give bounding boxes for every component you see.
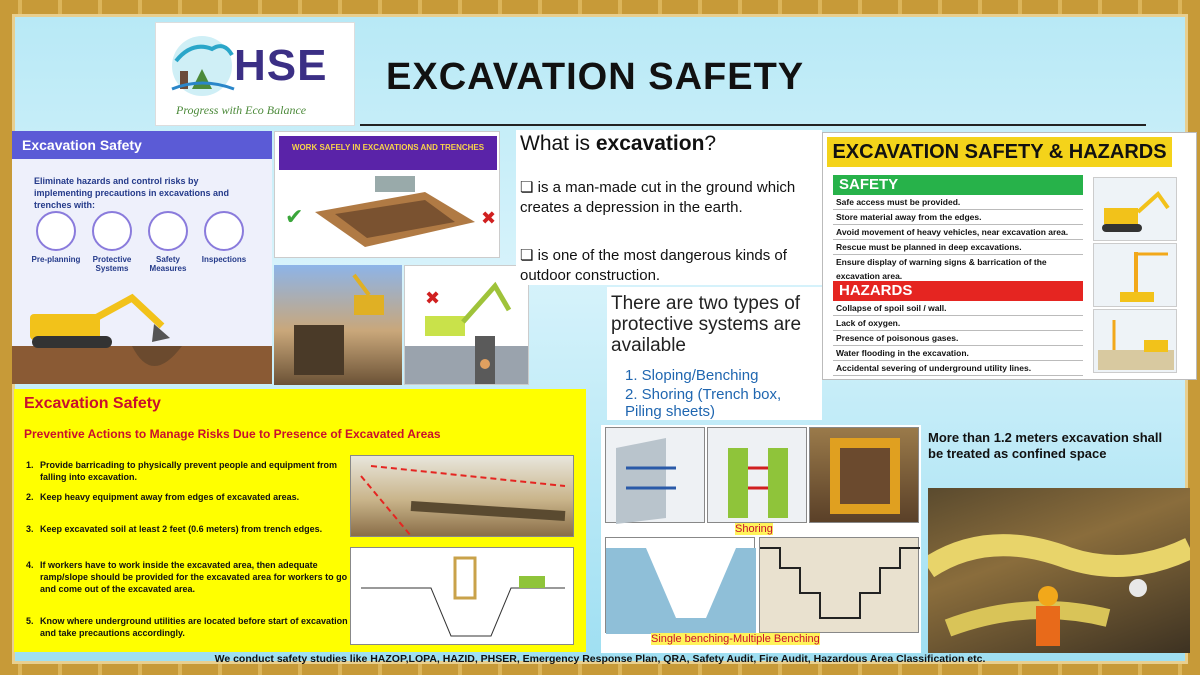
site-photo-graphic <box>274 265 402 385</box>
protective-item: 2. Shoring (Trench box, Piling sheets) <box>625 386 782 420</box>
safety-item: Avoid movement of heavy vehicles, near excavation area. <box>833 225 1083 240</box>
logo-tagline: Progress with Eco Balance <box>176 103 307 117</box>
svg-text:✖: ✖ <box>481 208 497 229</box>
svg-text:✔: ✔ <box>285 205 304 230</box>
item-number: 1. <box>26 460 34 470</box>
excavation-site-photo <box>274 265 402 385</box>
pre-planning-icon <box>36 211 76 251</box>
item-number: 5. <box>26 616 34 626</box>
panel-description: Eliminate hazards and control risks by implementing precautions in excavations and trenches with: <box>34 176 230 210</box>
unsafe-digging-illustration <box>404 265 529 385</box>
item-number: 4. <box>26 560 34 570</box>
hse-logo <box>155 22 355 126</box>
trench-diagram <box>351 548 575 646</box>
inspections-icon <box>204 211 244 251</box>
svg-text:✖: ✖ <box>425 288 441 309</box>
shoring-caption: Shoring <box>735 523 773 535</box>
construction-site-icon <box>1094 310 1178 374</box>
site-thumbnail <box>1093 309 1177 373</box>
item-text: Keep excavated soil at least 2 feet (0.6 meters) from trench edges. <box>40 524 323 534</box>
safety-item: Safe access must be provided. <box>833 195 1083 210</box>
digging-graphic <box>405 266 529 385</box>
safety-list <box>833 195 1083 284</box>
page-title: EXCAVATION SAFETY <box>386 56 805 98</box>
item-number: 3. <box>26 524 34 534</box>
trench-box-photo <box>809 427 919 523</box>
benching-caption: Single benching-Multiple Benching <box>651 633 820 645</box>
safety-item: Store material away from the edges. <box>833 210 1083 225</box>
hazards-list <box>833 301 1083 376</box>
excavator-illustration <box>12 286 272 384</box>
barricade-graphic <box>351 456 575 538</box>
trench-illustration <box>275 172 500 258</box>
footer-services: We conduct safety studies like HAZOP,LOPA, HAZID, PHSER, Emergency Response Plan, QRA, Safety Audit, Fire Audit, Hazardous Area Classification etc. <box>214 653 986 665</box>
safety-measures-icon <box>148 211 188 251</box>
trench-box-graphic <box>810 428 920 524</box>
confined-space-photo <box>928 488 1190 653</box>
logo-brand: HSE <box>234 41 328 90</box>
question-suffix: ? <box>704 132 717 155</box>
strut-graphic <box>606 428 706 524</box>
trench-shield-diagram <box>707 427 807 523</box>
logo-graphic-icon <box>162 31 242 101</box>
work-safely-heading: WORK SAFELY IN EXCAVATIONS AND TRENCHES <box>279 136 497 170</box>
item-label: Protective Systems <box>92 255 132 273</box>
preventive-heading: Excavation Safety <box>24 395 161 412</box>
spoil-distance-diagram <box>350 547 574 645</box>
protective-statement: There are two types of protective systems are available <box>611 293 802 356</box>
excavator-thumbnail <box>1093 177 1177 241</box>
hazards-label: HAZARDS <box>833 281 1083 301</box>
safety-item: Rescue must be planned in deep excavations. <box>833 240 1083 255</box>
hazard-item: Presence of poisonous gases. <box>833 331 1083 346</box>
excavator-icon <box>1094 178 1178 242</box>
question <box>520 132 716 156</box>
protective-systems-text <box>607 287 822 420</box>
preventive-subheading: Preventive Actions to Manage Risks Due to Presence of Excavated Areas <box>24 427 441 441</box>
hazard-item: Accidental severing of underground utility lines. <box>833 361 1083 376</box>
item-number: 2. <box>26 492 34 502</box>
crane-icon <box>1094 244 1178 308</box>
safety-label: SAFETY <box>833 175 1083 195</box>
panel-heading: Excavation Safety <box>12 131 272 159</box>
item-text: If workers have to work inside the excavated area, then adequate ramp/slope should be provided for the excavated area for workers to go and come out of the excavated area. <box>40 560 348 594</box>
work-safely-panel <box>274 131 500 258</box>
hazard-item: Collapse of spoil soil / wall. <box>833 301 1083 316</box>
protective-systems-icon <box>92 211 132 251</box>
confined-space-note: More than 1.2 meters excavation shall be treated as confined space <box>928 430 1163 461</box>
safety-item: Ensure display of warning signs & barrication of the excavation area. <box>833 255 1083 284</box>
barricade-photo <box>350 455 574 537</box>
excavation-info-panel <box>12 131 272 384</box>
item-text: Provide barricading to physically prevent people and equipment from falling into excavation. <box>40 460 338 482</box>
item-label: Safety Measures <box>149 255 187 273</box>
item-text: Keep heavy equipment away from edges of excavated areas. <box>40 492 300 502</box>
definition-bullet: ❏ is a man-made cut in the ground which creates a depression in the earth. <box>520 179 796 216</box>
item-label: Pre-planning <box>31 255 81 264</box>
preventive-actions-panel <box>14 389 586 652</box>
definition-bullet: ❏ is one of the most dangerous kinds of outdoor construction. <box>520 247 787 284</box>
hazard-item: Water flooding in the excavation. <box>833 346 1083 361</box>
what-is-excavation <box>516 130 822 285</box>
safety-hazards-panel <box>822 132 1197 380</box>
worker-in-trench-graphic <box>928 488 1190 653</box>
multiple-benching-diagram <box>759 537 919 633</box>
single-benching-diagram <box>605 537 755 633</box>
item-label: Inspections <box>201 255 247 264</box>
benching-graphic <box>760 538 920 634</box>
title-divider <box>360 124 1146 126</box>
question-prefix: What is <box>520 132 596 155</box>
question-keyword: excavation <box>595 132 705 155</box>
item-text: Know where underground utilities are located before start of excavation and take precautions accordingly. <box>40 616 348 638</box>
sloping-graphic <box>606 538 756 634</box>
hazards-panel-title: EXCAVATION SAFETY & HAZARDS <box>827 137 1172 167</box>
crane-thumbnail <box>1093 243 1177 307</box>
shoring-benching-panel <box>601 425 921 653</box>
shield-graphic <box>708 428 808 524</box>
hazard-item: Lack of oxygen. <box>833 316 1083 331</box>
protective-item: 1. Sloping/Benching <box>625 367 759 384</box>
hydraulic-strut-diagram <box>605 427 705 523</box>
